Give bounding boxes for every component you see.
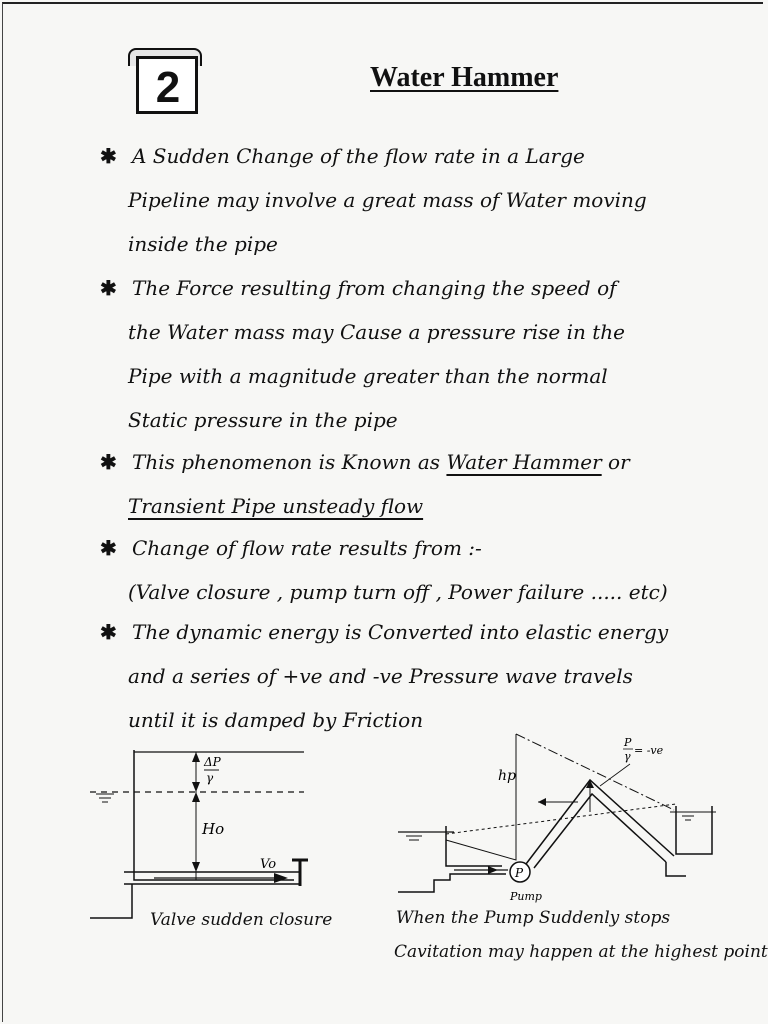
right-diagram-caption-1: When the Pump Suddenly stops	[396, 908, 671, 928]
p-over-gamma-denominator: γ	[624, 750, 631, 763]
bullet-1-line-3: inside the pipe	[128, 232, 278, 256]
bullet-3	[100, 440, 740, 528]
bullet-2-line-4: Static pressure in the pipe	[128, 408, 398, 432]
bullet-4	[100, 526, 740, 614]
chapter-number: 2	[155, 63, 181, 112]
delta-p-label: ΔP	[204, 755, 221, 769]
h0-label: Ho	[202, 820, 225, 838]
chapter-badge	[128, 48, 206, 120]
negative-pressure-label: = -ve	[634, 744, 664, 757]
pump-stop-diagram	[394, 722, 724, 912]
bullet-5-line-1: The dynamic energy is Converted into elastic energy	[132, 620, 669, 644]
asterisk-icon: ✱	[100, 144, 117, 168]
bullet-5-line-2: and a series of +ve and -ve Pressure wave travels	[128, 664, 633, 688]
bullet-1	[100, 134, 740, 266]
bullet-4-line-1: Change of flow rate results from :-	[132, 536, 482, 560]
valve-closure-diagram	[84, 730, 324, 930]
bullet-2-line-2: the Water mass may Cause a pressure rise in the	[128, 320, 625, 344]
bullet-1-line-2: Pipeline may involve a great mass of Water moving	[128, 188, 647, 212]
asterisk-icon: ✱	[100, 620, 117, 644]
asterisk-icon: ✱	[100, 536, 117, 560]
bullet-2	[100, 266, 740, 442]
left-diagram-caption: Valve sudden closure	[150, 910, 333, 930]
bullet-5-line-3: until it is damped by Friction	[128, 708, 424, 732]
bullet-3-suffix: or	[608, 450, 630, 474]
gamma-label: γ	[206, 771, 214, 785]
bullet-4-line-2: (Valve closure , pump turn off , Power failure ..... etc)	[128, 580, 668, 604]
hp-label: hp	[498, 768, 516, 784]
bullet-2-line-3: Pipe with a magnitude greater than the normal	[128, 364, 608, 388]
bullet-2-line-1: The Force resulting from changing the speed of	[132, 276, 617, 300]
pump-p-label: P	[515, 866, 524, 880]
transient-flow-term: Transient Pipe unsteady flow	[128, 494, 424, 518]
page-title: Water Hammer	[370, 62, 559, 93]
bullet-1-line-1: A Sudden Change of the flow rate in a Large	[132, 144, 585, 168]
pump-label: Pump	[510, 890, 542, 903]
asterisk-icon: ✱	[100, 276, 117, 300]
water-hammer-term: Water Hammer	[446, 450, 602, 474]
right-diagram-caption-2: Cavitation may happen at the highest point	[394, 942, 768, 962]
p-over-gamma-label: P	[624, 736, 632, 749]
bullet-3-prefix: This phenomenon is Known as	[132, 450, 441, 474]
asterisk-icon: ✱	[100, 450, 117, 474]
v0-label: Vo	[260, 857, 277, 872]
